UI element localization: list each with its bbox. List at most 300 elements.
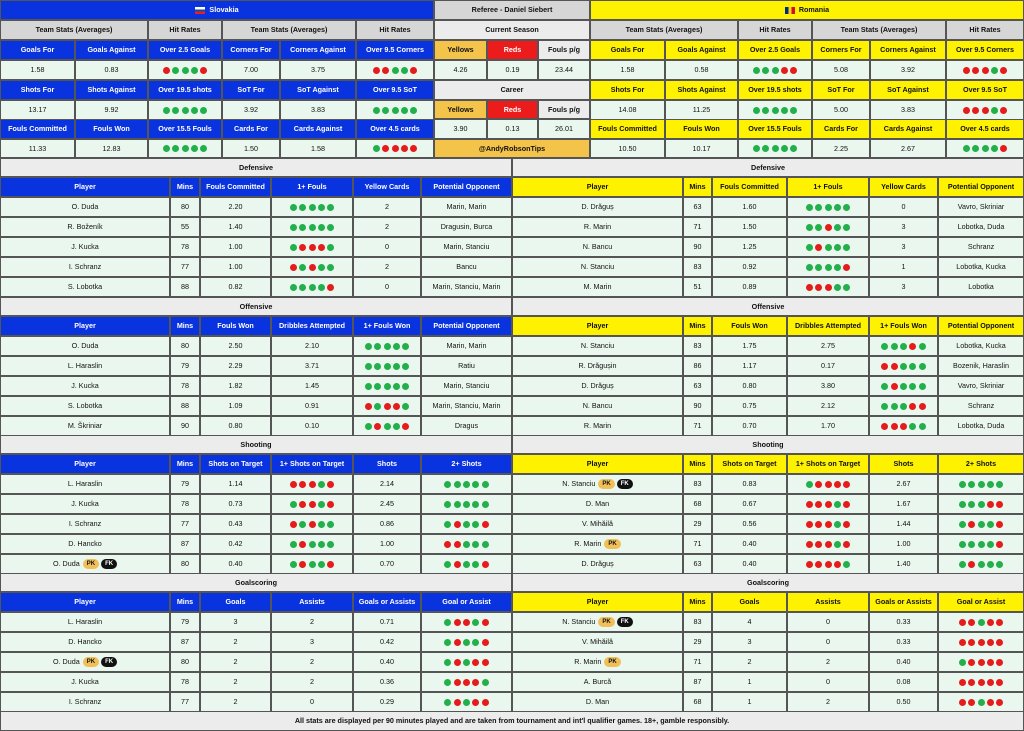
player-stat: 2 <box>271 672 353 692</box>
miss-dot <box>482 521 489 528</box>
miss-dot <box>909 403 916 410</box>
player-name: I. Schranz <box>0 257 170 277</box>
column-header: Goals <box>200 592 271 612</box>
player-stat: 83 <box>683 336 712 356</box>
team-name: Slovakia <box>209 5 239 15</box>
miss-dot <box>843 541 850 548</box>
hit-dot <box>444 699 451 706</box>
footer-disclaimer: All stats are displayed per 90 minutes played and are taken from tournament and int'l qualifier games. 18+, gamble responsibly. <box>0 711 1024 731</box>
team-stats-heading: Team Stats (Averages) <box>222 20 356 40</box>
miss-dot <box>806 284 813 291</box>
hit-rates-heading: Hit Rates <box>946 20 1024 40</box>
column-header: Mins <box>170 592 200 612</box>
miss-dot <box>374 423 381 430</box>
team-stat-label: Over 4.5 cards <box>356 119 434 139</box>
player-name <box>512 692 683 712</box>
hit-dot <box>200 145 207 152</box>
referee-stat-label: Yellows <box>434 100 487 119</box>
miss-dot <box>373 67 380 74</box>
player-stat <box>938 554 1024 574</box>
player-stat <box>271 237 353 257</box>
miss-dot <box>825 481 832 488</box>
team-stat-value <box>356 60 434 80</box>
player-name: N. Stanciu <box>512 336 683 356</box>
hit-dot <box>444 561 451 568</box>
column-header: Shots on Target <box>712 454 787 474</box>
hit-dot <box>444 481 451 488</box>
player-stat <box>787 217 869 237</box>
hit-dot <box>365 423 372 430</box>
miss-dot <box>891 363 898 370</box>
referee-stat-value: 0.13 <box>487 119 538 139</box>
hit-dot <box>834 284 841 291</box>
hit-dot <box>978 501 985 508</box>
team-stat-label: Fouls Committed <box>0 119 75 139</box>
player-stat: 87 <box>683 672 712 692</box>
player-stat: 1.00 <box>353 534 421 554</box>
hit-dot <box>318 561 325 568</box>
miss-dot <box>393 403 400 410</box>
player-stat: 1.00 <box>200 257 271 277</box>
team-stat-label: Fouls Committed <box>590 119 665 139</box>
player-name-text: I. Schranz <box>68 519 102 529</box>
miss-dot <box>790 67 797 74</box>
player-name-text: N. Stanciu <box>562 617 596 627</box>
hit-dot <box>806 244 813 251</box>
free-kick-taker-badge: FK <box>617 617 633 627</box>
miss-dot <box>978 659 985 666</box>
hit-dot <box>327 224 334 231</box>
hit-dot <box>454 501 461 508</box>
miss-dot <box>1000 67 1007 74</box>
team-stat-label: Cards Against <box>280 119 356 139</box>
column-header: Shots <box>353 454 421 474</box>
player-name <box>0 554 170 574</box>
player-stat: Vavro, Skriniar <box>938 376 1024 396</box>
team-header-slovakia <box>0 0 434 20</box>
miss-dot <box>987 659 994 666</box>
team-stat-value: 0.58 <box>665 60 738 80</box>
team-stat-label: Corners Against <box>280 40 356 60</box>
player-stat: 1.14 <box>200 474 271 494</box>
hit-dot <box>968 541 975 548</box>
miss-dot <box>454 561 461 568</box>
hit-dot <box>472 481 479 488</box>
referee-name: Referee - Daniel Siebert <box>434 0 590 20</box>
player-stat <box>421 692 512 712</box>
team-stat-value: 5.00 <box>812 100 870 120</box>
player-stat: Lobotka, Kucka <box>938 257 1024 277</box>
miss-dot <box>401 145 408 152</box>
column-header: Goals or Assists <box>353 592 421 612</box>
miss-dot <box>982 107 989 114</box>
column-header: Mins <box>683 454 712 474</box>
column-header: Player <box>0 592 170 612</box>
column-header: Mins <box>170 454 200 474</box>
hit-dot <box>834 244 841 251</box>
hit-dot <box>806 204 813 211</box>
player-stat <box>271 494 353 514</box>
miss-dot <box>825 224 832 231</box>
team-stat-label: Corners For <box>812 40 870 60</box>
miss-dot <box>806 561 813 568</box>
hit-dot <box>987 561 994 568</box>
team-stat-value: 14.08 <box>590 100 665 120</box>
penalty-taker-badge: PK <box>598 617 614 627</box>
player-stat: 0.10 <box>271 416 353 436</box>
miss-dot <box>299 541 306 548</box>
player-stat: 1.82 <box>200 376 271 396</box>
player-name: R. Drăgușin <box>512 356 683 376</box>
player-stat: 71 <box>683 652 712 672</box>
miss-dot <box>959 619 966 626</box>
player-stat: 0.70 <box>712 416 787 436</box>
miss-dot <box>987 501 994 508</box>
miss-dot <box>996 679 1003 686</box>
miss-dot <box>463 679 470 686</box>
hit-dot <box>472 639 479 646</box>
player-stat <box>271 197 353 217</box>
miss-dot <box>382 67 389 74</box>
player-stat: 0.80 <box>200 416 271 436</box>
penalty-taker-badge: PK <box>604 657 620 667</box>
hit-dot <box>825 244 832 251</box>
hit-dot <box>401 67 408 74</box>
miss-dot <box>996 659 1003 666</box>
miss-dot <box>482 639 489 646</box>
hit-dot <box>299 284 306 291</box>
miss-dot <box>891 423 898 430</box>
player-stat: 0.86 <box>353 514 421 534</box>
miss-dot <box>996 619 1003 626</box>
hit-dot <box>290 561 297 568</box>
player-stat: 1.67 <box>869 494 938 514</box>
column-header: Player <box>512 316 683 336</box>
player-name <box>0 494 170 514</box>
player-stat <box>938 514 1024 534</box>
hit-dot <box>290 284 297 291</box>
miss-dot <box>900 423 907 430</box>
player-stat: Vavro, Skriniar <box>938 197 1024 217</box>
hit-dot <box>472 541 479 548</box>
hit-dot <box>825 264 832 271</box>
player-name-text: J. Kucka <box>71 677 99 687</box>
hit-dot <box>881 403 888 410</box>
team-stat-label: Shots For <box>0 80 75 100</box>
hit-dot <box>834 264 841 271</box>
hit-dot <box>772 67 779 74</box>
team-stat-label: Goals For <box>0 40 75 60</box>
player-name: R. Boženík <box>0 217 170 237</box>
player-name-text: O. Duda <box>52 657 80 667</box>
player-stat: 0.83 <box>712 474 787 494</box>
player-stat <box>271 277 353 297</box>
player-stat: 3.71 <box>271 356 353 376</box>
hit-rates-heading: Hit Rates <box>356 20 434 40</box>
hit-dot <box>978 619 985 626</box>
team-stat-value: 3.75 <box>280 60 356 80</box>
team-stat-label: Over 4.5 cards <box>946 119 1024 139</box>
romania-flag-icon <box>785 7 795 14</box>
penalty-taker-badge: PK <box>83 657 99 667</box>
hit-dot <box>373 145 380 152</box>
miss-dot <box>834 481 841 488</box>
section-title: Defensive <box>0 158 512 177</box>
miss-dot <box>410 67 417 74</box>
hit-dot <box>172 145 179 152</box>
team-stat-label: Over 2.5 Goals <box>738 40 812 60</box>
column-header: Assists <box>271 592 353 612</box>
player-stat: 55 <box>170 217 200 237</box>
column-header: Player <box>0 454 170 474</box>
hit-rates-heading: Hit Rates <box>738 20 812 40</box>
hit-dot <box>318 521 325 528</box>
miss-dot <box>327 481 334 488</box>
miss-dot <box>454 619 461 626</box>
player-stat: 68 <box>683 494 712 514</box>
player-stat <box>353 336 421 356</box>
hit-dot <box>402 403 409 410</box>
player-stat: 0.42 <box>353 632 421 652</box>
miss-dot <box>454 659 461 666</box>
hit-dot <box>384 383 391 390</box>
hit-dot <box>374 383 381 390</box>
player-stat: 63 <box>683 197 712 217</box>
team-stat-label: SoT Against <box>870 80 946 100</box>
miss-dot <box>978 679 985 686</box>
team-stat-label: Corners For <box>222 40 280 60</box>
player-stat: 0.73 <box>200 494 271 514</box>
player-stat <box>869 356 938 376</box>
miss-dot <box>781 67 788 74</box>
player-name-text: R. Marin <box>574 657 602 667</box>
hit-dot <box>909 383 916 390</box>
player-stat <box>271 257 353 277</box>
player-stat: 63 <box>683 554 712 574</box>
miss-dot <box>299 244 306 251</box>
player-stat <box>421 672 512 692</box>
player-stat <box>787 277 869 297</box>
player-stat: Dragus <box>421 416 512 436</box>
player-stat: 2 <box>353 257 421 277</box>
player-stat: 0.67 <box>712 494 787 514</box>
miss-dot <box>968 699 975 706</box>
player-stat: 0.29 <box>353 692 421 712</box>
miss-dot <box>815 501 822 508</box>
player-stat: 0.08 <box>869 672 938 692</box>
player-stat: 0.40 <box>200 554 271 574</box>
player-stat: 2 <box>353 217 421 237</box>
hit-dot <box>454 481 461 488</box>
player-stat: 71 <box>683 416 712 436</box>
team-stats-heading: Team Stats (Averages) <box>812 20 946 40</box>
miss-dot <box>472 679 479 686</box>
team-stats-heading: Team Stats (Averages) <box>590 20 738 40</box>
hit-dot <box>401 107 408 114</box>
hit-dot <box>172 67 179 74</box>
hit-dot <box>463 639 470 646</box>
player-name-text: L. Haraslin <box>67 617 103 627</box>
player-stat: Bancu <box>421 257 512 277</box>
hit-dot <box>987 521 994 528</box>
miss-dot <box>987 679 994 686</box>
player-stat <box>271 217 353 237</box>
team-stat-label: Cards Against <box>870 119 946 139</box>
player-stat: 1.44 <box>869 514 938 534</box>
player-stat <box>938 474 1024 494</box>
hit-dot <box>968 501 975 508</box>
hit-dot <box>365 383 372 390</box>
twitter-handle: @AndyRobsonTips <box>434 139 590 158</box>
referee-stat-label: Reds <box>487 40 538 60</box>
column-header: Fouls Won <box>712 316 787 336</box>
hit-dot <box>402 383 409 390</box>
player-stat: 0.33 <box>869 632 938 652</box>
player-name <box>0 652 170 672</box>
player-stat: 79 <box>170 612 200 632</box>
player-stat: 3 <box>869 277 938 297</box>
column-header: Mins <box>683 316 712 336</box>
hit-dot <box>290 244 297 251</box>
player-name-text: I. Schranz <box>68 697 102 707</box>
player-stat: 78 <box>170 376 200 396</box>
referee-stat-value: 4.26 <box>434 60 487 80</box>
player-stat: Schranz <box>938 237 1024 257</box>
player-stat: 80 <box>170 336 200 356</box>
miss-dot <box>327 561 334 568</box>
section-title: Offensive <box>0 297 512 316</box>
player-name: D. Drăguș <box>512 197 683 217</box>
hit-dot <box>365 343 372 350</box>
miss-dot <box>454 541 461 548</box>
hit-dot <box>881 383 888 390</box>
player-stat <box>421 474 512 494</box>
player-stat: 2.14 <box>353 474 421 494</box>
hit-dot <box>978 699 985 706</box>
miss-dot <box>968 639 975 646</box>
team-stat-value: 7.00 <box>222 60 280 80</box>
player-stat: 0.17 <box>787 356 869 376</box>
miss-dot <box>327 284 334 291</box>
column-header: Mins <box>683 177 712 197</box>
player-stat <box>353 376 421 396</box>
team-stat-label: Over 2.5 Goals <box>148 40 222 60</box>
column-header: 1+ Fouls Won <box>869 316 938 336</box>
miss-dot <box>959 699 966 706</box>
team-stat-label: Shots Against <box>75 80 148 100</box>
hit-dot <box>191 67 198 74</box>
hit-dot <box>834 541 841 548</box>
player-stat: 0.40 <box>353 652 421 672</box>
miss-dot <box>825 501 832 508</box>
team-stat-label: Corners Against <box>870 40 946 60</box>
hit-dot <box>991 107 998 114</box>
hit-dot <box>309 561 316 568</box>
miss-dot <box>806 521 813 528</box>
player-name <box>512 632 683 652</box>
miss-dot <box>454 679 461 686</box>
player-name-text: D. Man <box>585 499 610 509</box>
team-stat-label: Cards For <box>222 119 280 139</box>
player-stat: 2 <box>712 652 787 672</box>
column-header: Dribbles Attempted <box>271 316 353 336</box>
player-stat: Lobotka, Duda <box>938 217 1024 237</box>
miss-dot <box>815 521 822 528</box>
hit-dot <box>299 224 306 231</box>
miss-dot <box>843 521 850 528</box>
player-stat: Marin, Stanciu, Marin <box>421 277 512 297</box>
penalty-taker-badge: PK <box>598 479 614 489</box>
team-stat-label: Over 9.5 SoT <box>946 80 1024 100</box>
column-header: 1+ Shots on Target <box>271 454 353 474</box>
player-name <box>0 612 170 632</box>
player-stat <box>787 554 869 574</box>
player-stat <box>869 336 938 356</box>
column-header: 1+ Fouls <box>271 177 353 197</box>
hit-dot <box>909 363 916 370</box>
player-name <box>512 534 683 554</box>
team-stat-value <box>148 139 222 158</box>
player-stat: 83 <box>683 257 712 277</box>
hit-dot <box>290 501 297 508</box>
miss-dot <box>482 659 489 666</box>
player-stat: Marin, Stanciu <box>421 237 512 257</box>
player-name <box>512 474 683 494</box>
miss-dot <box>834 561 841 568</box>
miss-dot <box>299 501 306 508</box>
player-stat: 0.89 <box>712 277 787 297</box>
hit-dot <box>444 679 451 686</box>
player-stat: 2.12 <box>787 396 869 416</box>
player-stat <box>787 237 869 257</box>
player-stat <box>869 376 938 396</box>
hit-dot <box>309 541 316 548</box>
player-stat: 0.42 <box>200 534 271 554</box>
team-stat-value <box>356 139 434 158</box>
miss-dot <box>482 619 489 626</box>
hit-dot <box>393 383 400 390</box>
player-stat: 0 <box>787 672 869 692</box>
player-name-text: D. Hancko <box>68 637 102 647</box>
player-stat: 0.82 <box>200 277 271 297</box>
penalty-taker-badge: PK <box>83 559 99 569</box>
hit-dot <box>806 224 813 231</box>
team-stat-value: 11.25 <box>665 100 738 120</box>
miss-dot <box>982 67 989 74</box>
player-stat <box>421 534 512 554</box>
player-name: M. Škriniar <box>0 416 170 436</box>
player-stat: 1.40 <box>869 554 938 574</box>
player-stat: 1.50 <box>712 217 787 237</box>
player-name-text: V. Mihăilă <box>582 519 613 529</box>
player-name <box>512 514 683 534</box>
hit-dot <box>987 481 994 488</box>
column-header: Dribbles Attempted <box>787 316 869 336</box>
hit-dot <box>410 107 417 114</box>
player-stat <box>787 257 869 277</box>
player-stat <box>421 652 512 672</box>
miss-dot <box>815 244 822 251</box>
hit-dot <box>299 264 306 271</box>
hit-dot <box>978 521 985 528</box>
hit-dot <box>843 284 850 291</box>
miss-dot <box>909 343 916 350</box>
hit-dot <box>444 619 451 626</box>
team-stat-value <box>148 100 222 120</box>
referee-stat-value: 26.01 <box>538 119 590 139</box>
player-stat: 2 <box>200 692 271 712</box>
team-stat-value: 2.25 <box>812 139 870 158</box>
